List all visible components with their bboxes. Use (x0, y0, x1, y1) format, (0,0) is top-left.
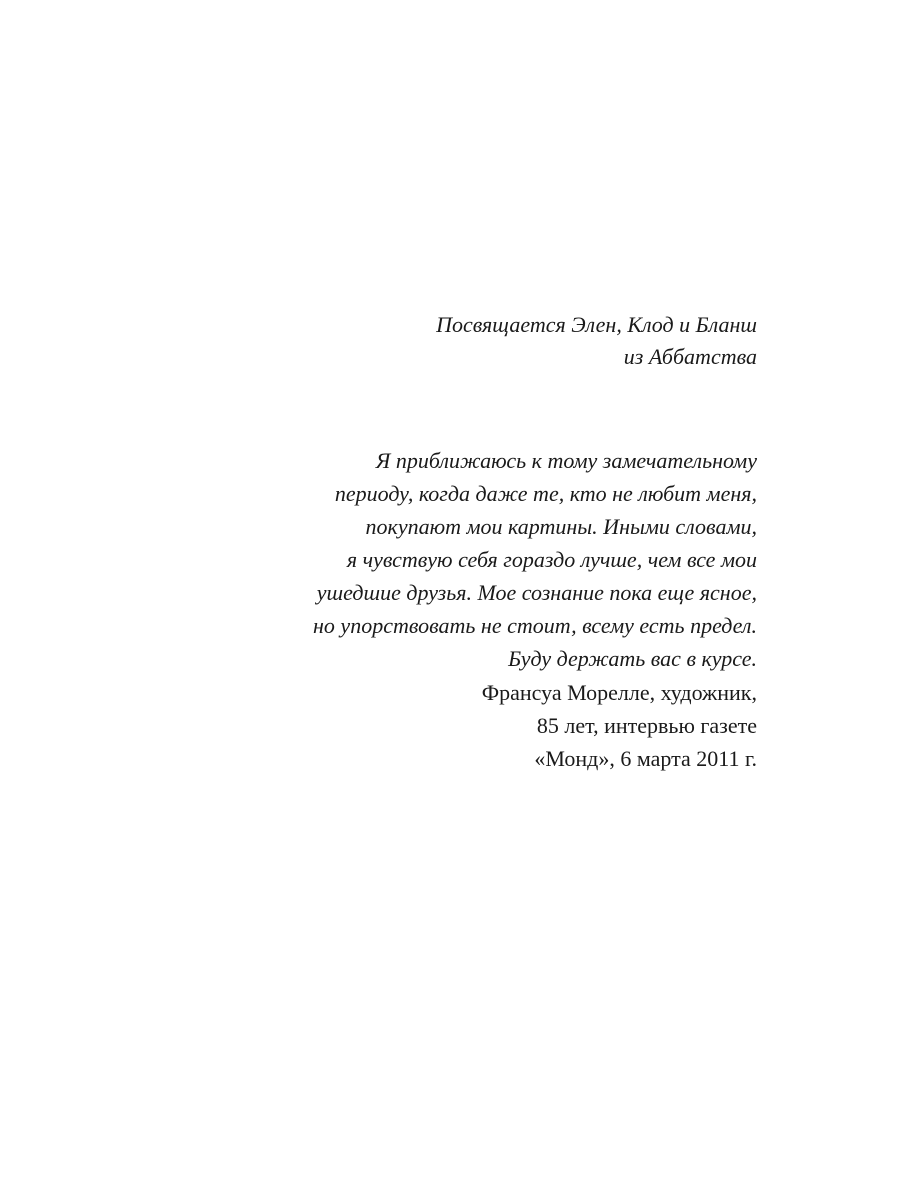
epigraph-line: периоду, когда даже те, кто не любит меня, (334, 481, 757, 506)
epigraph-line: покупают мои картины. Иными словами, (365, 514, 757, 539)
dedication-line: из Аббатства (623, 344, 757, 369)
epigraph-attribution (482, 676, 757, 775)
epigraph-line: но упорствовать не стоит, всему есть предел. (313, 613, 757, 638)
epigraph-line: Буду держать вас в курсе. (508, 646, 757, 671)
epigraph-line: ушедшие друзья. Мое сознание пока еще ясное, (316, 580, 757, 605)
epigraph-line: я чувствую себя гораздо лучше, чем все мои (346, 547, 757, 572)
epigraph-line: Я приближаюсь к тому замечательному (375, 448, 757, 473)
attribution-line: Франсуа Морелле, художник, (481, 680, 757, 705)
attribution-line: «Монд», 6 марта 2011 г. (534, 746, 757, 771)
epigraph-quote (313, 444, 757, 675)
dedication-line: Посвящается Элен, Клод и Бланш (436, 312, 757, 337)
attribution-line: 85 лет, интервью газете (536, 713, 757, 738)
dedication (436, 309, 757, 373)
